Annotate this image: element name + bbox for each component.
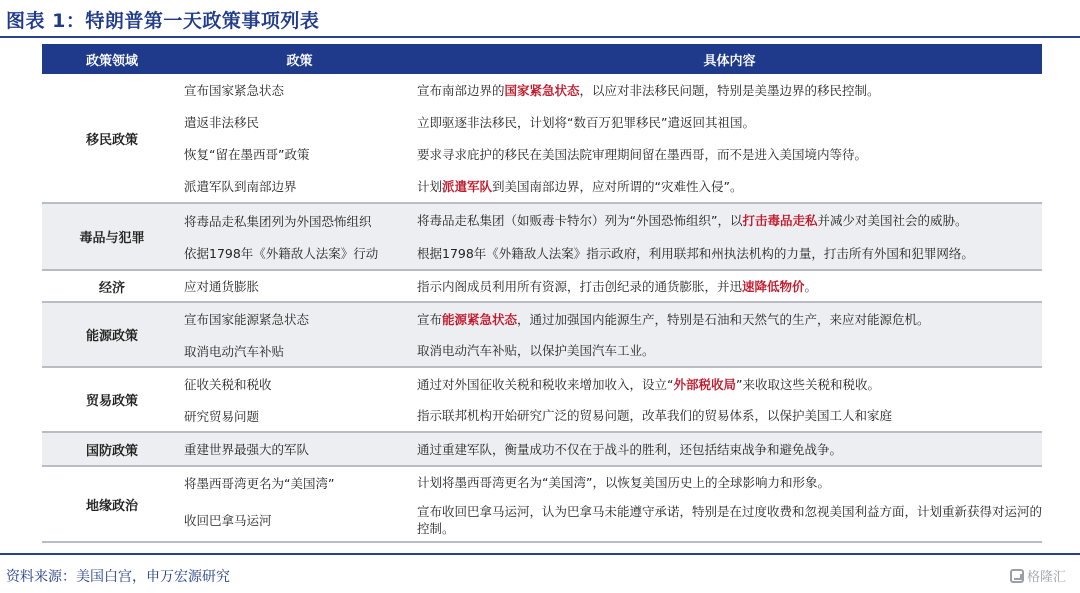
table-row [182, 106, 1042, 138]
table-row [182, 303, 1042, 335]
table-row [182, 74, 1042, 106]
detail-cell [417, 106, 1042, 138]
detail-text: 并减少对美国社会的威胁。 [817, 213, 968, 228]
policy-cell: 将墨西哥湾更名为“美国湾” [184, 475, 335, 491]
group-label: 地缘政治 [85, 498, 138, 514]
table-row [182, 138, 1042, 170]
detail-highlight: 打击毒品走私 [742, 213, 818, 228]
detail-cell [417, 335, 1042, 366]
group-label: 经济 [98, 280, 125, 296]
table-row [182, 368, 1042, 400]
group-label: 国防政策 [85, 443, 138, 459]
detail-text: 宣布 [417, 311, 443, 327]
detail-text: 。 [804, 278, 818, 294]
detail-highlight: 速降低物价 [742, 278, 805, 294]
policy-cell: 收回巴拿马运河 [184, 512, 272, 528]
policy-group [42, 204, 1042, 271]
policy-group [42, 303, 1042, 368]
detail-cell [417, 368, 1042, 400]
policy-cell: 重建世界最强大的军队 [184, 442, 310, 457]
detail-text: 计划将墨西哥湾更名为“美国湾”，以恢复美国历史上的全球影响力和形象。 [417, 475, 830, 490]
policy-group [42, 74, 1042, 204]
table-row [182, 467, 1042, 498]
table-row [182, 400, 1042, 431]
policy-group [42, 467, 1042, 543]
watermark-text: 格隆汇 [1026, 570, 1066, 585]
table-row [182, 498, 1042, 541]
detail-text: 立即驱逐非法移民，计划将“数百万犯罪移民”遣返回其祖国。 [417, 114, 755, 130]
detail-cell [417, 74, 1042, 106]
group-label: 毒品与犯罪 [79, 231, 145, 246]
policy-cell: 将毒品走私集团列为外国恐怖组织 [184, 213, 372, 229]
detail-cell [417, 138, 1042, 170]
group-label: 贸易政策 [85, 394, 138, 409]
source-note: 资料来源：美国白宫，申万宏源研究 [6, 569, 230, 585]
policy-cell: 依据1798年《外籍敌人法案》行动 [184, 246, 379, 261]
detail-text: 到美国南部边界，应对所谓的“灾难性入侵”。 [492, 178, 743, 194]
detail-text: 要求寻求庇护的移民在美国法院审理期间留在墨西哥，而不是进入美国境内等待。 [417, 146, 868, 162]
detail-text: 通过对外国征收关税和税收来增加收入，设立“ [417, 376, 674, 392]
table-row [182, 204, 1042, 237]
detail-text: 指示内阁成员利用所有资源，打击创纪录的通货膨胀，并迅 [417, 278, 743, 294]
detail-text: 取消电动汽车补贴，以保护美国汽车工业。 [417, 343, 655, 358]
detail-text: ，以应对非法移民问题，特别是美墨边界的移民控制。 [579, 82, 880, 98]
detail-cell [417, 467, 1042, 498]
policy-group [42, 271, 1042, 303]
group-label: 能源政策 [85, 329, 138, 344]
title-divider [0, 36, 1080, 38]
detail-text: 根据1798年《外籍敌人法案》指示政府，利用联邦和州执法机构的力量，打击所有外国和犯罪网络。 [417, 245, 974, 261]
detail-highlight: 派遣军队 [442, 178, 493, 194]
table-body [42, 74, 1042, 543]
policy-group [42, 433, 1042, 467]
policy-cell: 研究贸易问题 [184, 408, 260, 424]
policy-cell: 派遣军队到南部边界 [184, 179, 297, 194]
table-row [182, 170, 1042, 202]
page-title: 图表 1：特朗普第一天政策事项列表 [6, 10, 320, 32]
detail-cell [417, 433, 1042, 465]
policy-table [42, 44, 1042, 543]
header-detail: 具体内容 [703, 53, 756, 69]
detail-text: ”来收取这些关税和税收。 [736, 376, 880, 392]
detail-text: ，通过加强国内能源生产，特别是石油和天然气的生产，来应对能源危机。 [517, 311, 930, 327]
detail-text: 宣布南部边界的 [417, 82, 505, 98]
detail-text: 通过重建军队，衡量成功不仅在于战斗的胜利，还包括结束战争和避免战争。 [417, 441, 843, 457]
detail-cell [417, 237, 1042, 269]
header-policy: 政策 [286, 53, 313, 69]
detail-highlight: 能源紧急状态 [442, 311, 518, 327]
table-row [182, 433, 1042, 465]
header-domain: 政策领域 [85, 53, 138, 69]
title-bar [0, 0, 1080, 40]
policy-cell: 宣布国家能源紧急状态 [184, 312, 310, 327]
policy-group [42, 368, 1042, 433]
watermark-logo-icon [1010, 569, 1024, 583]
detail-highlight: 国家紧急状态 [504, 82, 580, 98]
detail-cell [417, 303, 1042, 335]
policy-cell: 应对通货膨胀 [184, 279, 260, 294]
policy-cell: 征收关税和税收 [184, 377, 272, 392]
detail-cell [417, 400, 1042, 431]
table-row [182, 335, 1042, 366]
bottom-divider [0, 553, 1080, 555]
policy-cell: 遣返非法移民 [184, 115, 260, 130]
detail-cell [417, 271, 1042, 301]
policy-cell: 取消电动汽车补贴 [184, 343, 285, 359]
table-row [182, 237, 1042, 269]
policy-cell: 宣布国家紧急状态 [184, 83, 285, 98]
detail-text: 将毒品走私集团（如贩毒卡特尔）列为“外国恐怖组织”，以 [417, 213, 743, 228]
detail-highlight: 外部税收局 [673, 376, 736, 392]
detail-cell [417, 170, 1042, 202]
detail-text: 宣布收回巴拿马运河，认为巴拿马未能遵守承诺，特别是在过度收费和忽视美国利益方面，计划重新获得对运河的控制。 [417, 503, 1043, 536]
detail-cell [417, 204, 1042, 237]
detail-text: 指示联邦机构开始研究广泛的贸易问题，改革我们的贸易体系，以保护美国工人和家庭 [417, 408, 893, 423]
table-header [42, 44, 1042, 74]
watermark [1010, 566, 1066, 585]
group-label: 移民政策 [85, 132, 138, 148]
detail-text: 计划 [417, 178, 443, 194]
detail-cell [417, 498, 1042, 541]
policy-cell: 恢复“留在墨西哥”政策 [184, 147, 310, 162]
table-row [182, 271, 1042, 301]
